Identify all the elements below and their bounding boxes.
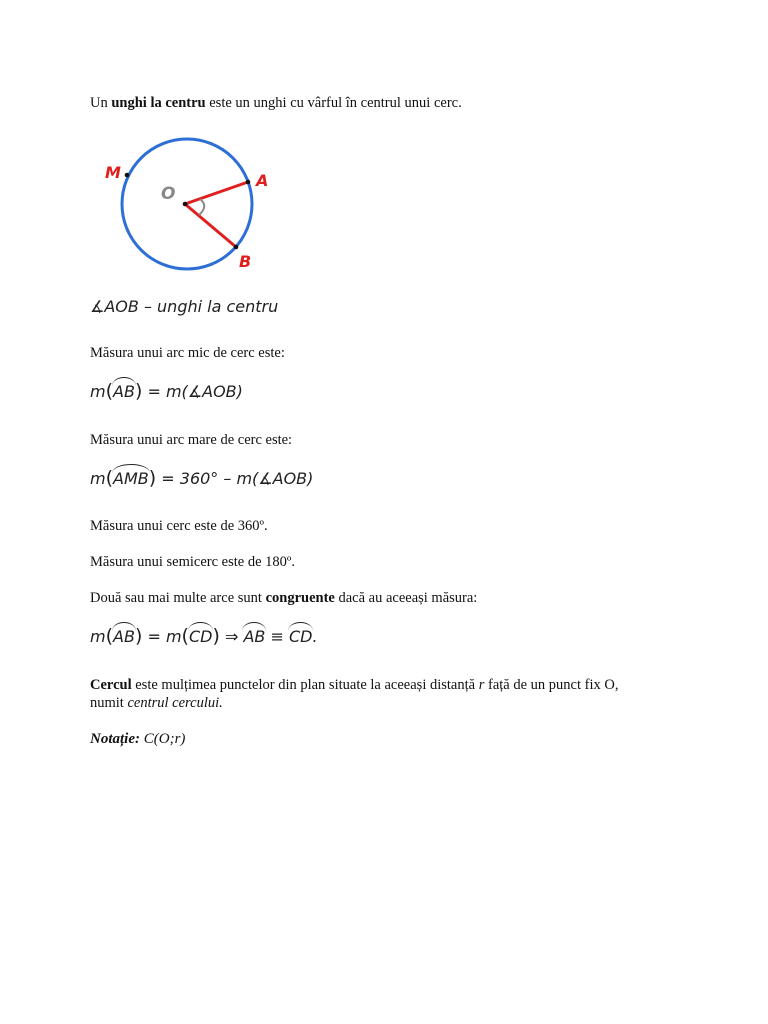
definition-term: Cercul (90, 677, 132, 693)
cf-eq: = m (147, 627, 182, 646)
major-arc-mid: = 360° – m( (161, 469, 259, 488)
major-arc-formula: m(AMB) = 360° – m(∡AOB) (90, 467, 314, 489)
intro-term: unghi la centru (111, 95, 206, 111)
minor-arc-formula: m(AB) = m(∡AOB) (90, 380, 243, 402)
intro-rest: este un unghi cu vârful în centrul unui cerc. (209, 95, 462, 111)
label-a: A (256, 171, 269, 190)
cf-arc3: AB (243, 627, 266, 646)
notation-label: Notație: (90, 731, 140, 747)
minor-arc-mid: = m( (147, 382, 188, 401)
notation-value: C(O;r) (143, 731, 186, 747)
cf-arc4: CD (288, 627, 313, 646)
major-arc-angle: AOB (272, 469, 308, 488)
minor-arc-text: Măsura unui arc mic de cerc este: (90, 345, 285, 361)
cf-implies: ⇒ (224, 627, 239, 646)
circle-measure: Măsura unui cerc este de 360º. (90, 518, 268, 534)
minor-arc-end: ) (236, 382, 243, 401)
cf-dot: . (312, 627, 318, 646)
major-arc-end: ) (307, 469, 314, 488)
minor-arc-angle: AOB (202, 382, 237, 401)
definition-text1: este mulțimea punctelor din plan situate la aceeași distanță (135, 677, 476, 693)
cf-arc2: CD (188, 627, 213, 646)
notation-line (90, 731, 185, 748)
congruent-suffix: dacă au aceeași măsura: (338, 590, 478, 606)
point-m (125, 173, 130, 178)
label-b: B (239, 252, 252, 271)
radius-oa (185, 182, 248, 204)
definition-r: r (478, 677, 485, 693)
intro-prefix: Un (90, 95, 108, 111)
intro-paragraph (90, 95, 462, 112)
major-arc-text: Măsura unui arc mare de cerc este: (90, 432, 293, 448)
cf-equiv: ≡ (270, 627, 284, 646)
point-a (246, 180, 251, 185)
cf-arc1: AB (113, 627, 135, 646)
congruent-term: congruente (265, 590, 335, 606)
point-b (234, 245, 239, 250)
definition-text3: numit (90, 695, 124, 711)
angle-name: AOB (104, 297, 139, 316)
label-o: O (161, 184, 176, 204)
definition-center-term: centrul cercului. (127, 695, 223, 711)
major-arc-angle-symbol: ∡ (258, 469, 273, 488)
radius-ob (185, 204, 236, 247)
cf-m1: m (90, 627, 106, 646)
minor-arc-label: AB (113, 382, 135, 401)
angle-caption (90, 297, 278, 316)
major-arc-label: AMB (113, 469, 149, 488)
angle-symbol: ∡ (90, 297, 105, 316)
central-angle-figure (95, 128, 295, 278)
definition-line-2 (90, 695, 223, 712)
label-m: M (105, 163, 121, 182)
congruent-formula: m(AB) = m(CD) ⇒ AB ≡ CD. (90, 625, 318, 647)
minor-arc-angle-symbol: ∡ (187, 382, 203, 401)
angle-arc-mark (199, 199, 204, 215)
definition-line-1 (90, 677, 618, 694)
center-point (183, 202, 188, 207)
angle-caption-text: – unghi la centru (143, 297, 279, 316)
minor-arc-m: m (90, 382, 106, 401)
definition-text2: față de un punct fix O, (487, 677, 619, 693)
semicircle-measure: Măsura unui semicerc este de 180º. (90, 554, 296, 570)
congruent-prefix: Două sau mai multe arce sunt (90, 590, 262, 606)
congruent-paragraph (90, 590, 477, 607)
major-arc-m: m (90, 469, 106, 488)
